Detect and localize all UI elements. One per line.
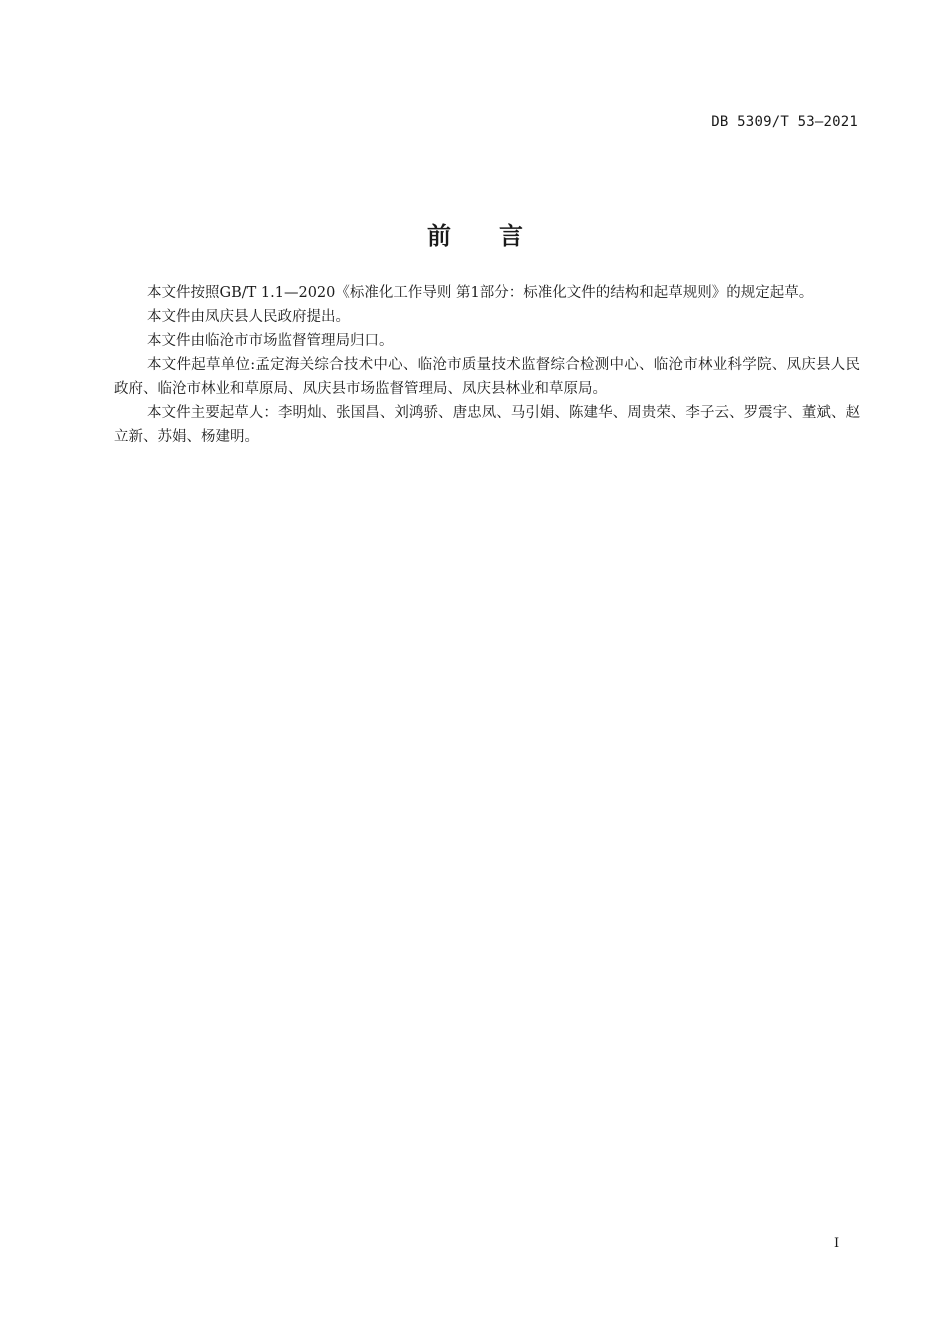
paragraph-proposer: 本文件由凤庆县人民政府提出。 (147, 309, 350, 325)
document-code: DB 5309/T 53—2021 (711, 114, 858, 130)
page-title: 前言 (427, 222, 571, 251)
paragraph-administrator: 本文件由临沧市市场监督管理局归口。 (147, 333, 394, 349)
foreword-body (114, 281, 860, 449)
page-number: I (834, 1236, 840, 1251)
paragraph-drafting-rules: 本文件按照GB/T 1.1—2020《标准化工作导则 第1部分：标准化文件的结构和起草规则》的规定起草。 (147, 285, 814, 301)
paragraph-drafters: 本文件主要起草人：李明灿、张国昌、刘鸿骄、唐忠凤、马引娟、陈建华、周贵荣、李子云、罗震宇、董斌、赵立新、苏娟、杨建明。 (114, 405, 860, 445)
paragraph-drafting-units: 本文件起草单位:孟定海关综合技术中心、临沧市质量技术监督综合检测中心、临沧市林业科学院、凤庆县人民政府、临沧市林业和草原局、凤庆县市场监督管理局、凤庆县林业和草原局。 (114, 357, 860, 397)
